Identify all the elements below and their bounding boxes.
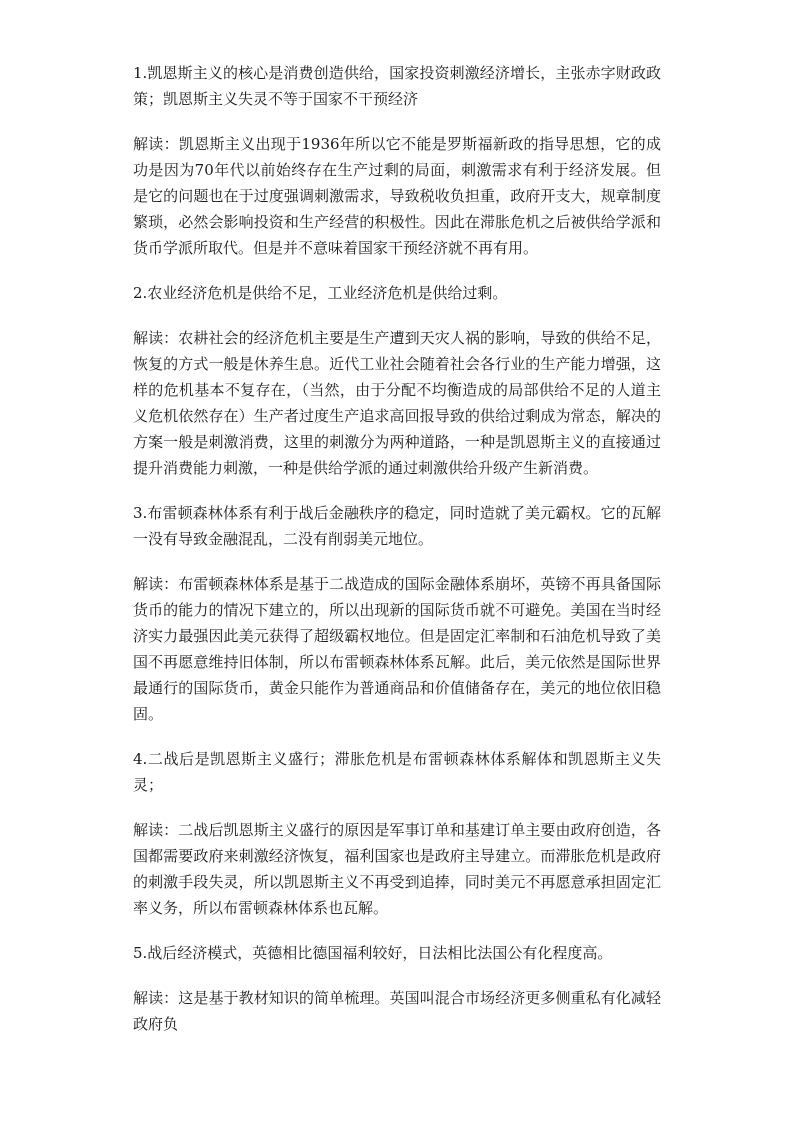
point-4-heading: 4.二战后是凯恩斯主义盛行；滞胀危机是布雷顿森林体系解体和凯恩斯主义失灵； — [133, 750, 661, 794]
point-5-explanation: 解读：这是基于教材知识的简单梳理。英国叫混合市场经济更多侧重私有化减轻政府负 — [133, 989, 661, 1033]
point-3-heading: 3.布雷顿森林体系有利于战后金融秩序的稳定，同时造就了美元霸权。它的瓦解一没有导致金融混乱，二没有削弱美元地位。 — [133, 504, 661, 548]
point-5-heading: 5.战后经济模式，英德相比德国福利较好，日法相比法国公有化程度高。 — [133, 944, 613, 962]
document-page — [133, 60, 661, 1056]
point-3-explanation: 解读：布雷顿森林体系是基于二战造成的国际金融体系崩坏，英镑不再具备国际货币的能力的情况下建立的，所以出现新的国际货币就不可避免。美国在当时经济实力最强因此美元获得了超级霸权地位。但是固定汇率制和石油危机导致了美国不再愿意维持旧体制，所以布雷顿森林体系瓦解。此后，美元依然是国际世界最通行的国际货币，黄金只能作为普通商品和价值储备存在，美元的地位依旧稳固。 — [133, 575, 661, 723]
point-2-heading: 2.农业经济危机是供给不足，工业经济危机是供给过剩。 — [133, 284, 508, 302]
point-1-heading: 1.凯恩斯主义的核心是消费创造供给，国家投资刺激经济增长，主张赤字财政政策；凯恩斯主义失灵不等于国家不干预经济 — [133, 64, 661, 108]
point-4-explanation: 解读：二战后凯恩斯主义盛行的原因是军事订单和基建订单主要由政府创造，各国都需要政府来刺激经济恢复，福利国家也是政府主导建立。而滞胀危机是政府的刺激手段失灵，所以凯恩斯主义不再受到追捧，同时美元不再愿意承担固定汇率义务，所以布雷顿森林体系也瓦解。 — [133, 821, 661, 917]
point-1-explanation: 解读：凯恩斯主义出现于1936年所以它不能是罗斯福新政的指导思想，它的成功是因为70年代以前始终存在生产过剩的局面，刺激需求有利于经济发展。但是它的问题也在于过度强调刺激需求，导致税收负担重，政府开支大，规章制度繁琐，必然会影响投资和生产经营的积极性。因此在滞胀危机之后被供给学派和货币学派所取代。但是并不意味着国家干预经济就不再有用。 — [133, 135, 661, 257]
point-2-explanation: 解读：农耕社会的经济危机主要是生产遭到天灾人祸的影响，导致的供给不足，恢复的方式一般是休养生息。近代工业社会随着社会各行业的生产能力增强，这样的危机基本不复存在，（当然，由于分配不均衡造成的局部供给不足的人道主义危机依然存在）生产者过度生产追求高回报导致的供给过剩成为常态，解决的方案一般是刺激消费，这里的刺激分为两种道路，一种是凯恩斯主义的直接通过提升消费能力刺激，一种是供给学派的通过刺激供给升级产生新消费。 — [133, 329, 661, 477]
